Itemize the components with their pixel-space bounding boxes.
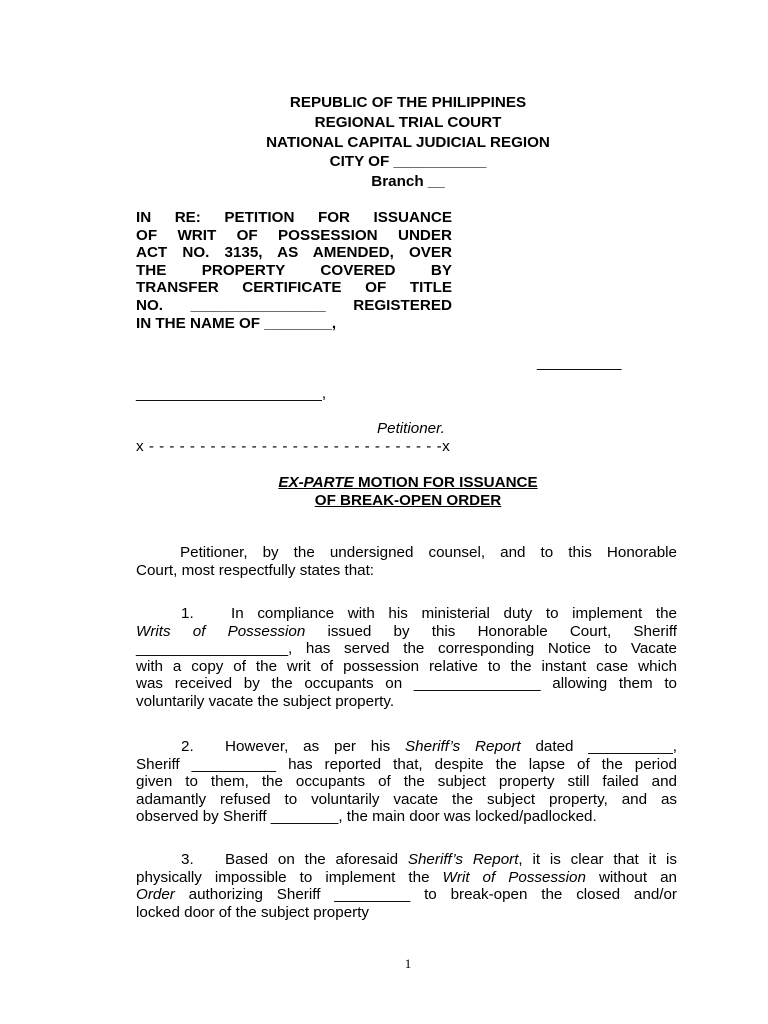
header-region: NATIONAL CAPITAL JUDICIAL REGION bbox=[266, 133, 550, 151]
motion-title-line1: EX-PARTE MOTION FOR ISSUANCE bbox=[278, 474, 538, 491]
petitioner-name-blank: ______________________, bbox=[136, 385, 327, 402]
paragraph-2: 2. However, as per his Sheriff’s Report dated __________, Sheriff __________ has reported that, despite the lapse of the period given to them, the occupants of the subject property still failed and adamantly refused to voluntarily vacate the subject property, and as observed by Sheriff ________, the main door was locked/padlocked. bbox=[136, 738, 677, 826]
case-caption bbox=[136, 209, 452, 332]
caption-line: NO. ________________ REGISTERED bbox=[136, 296, 452, 314]
paragraph-3: 3. Based on the aforesaid Sheriff’s Report, it is clear that it is physically impossible to implement the Writ of Possession without an Order authorizing Sheriff _________ to break-open the closed and/or locked door of the subject property bbox=[136, 851, 677, 921]
paragraph-1: 1. In compliance with his ministerial duty to implement the Writs of Possession issued by this Honorable Court, Sheriff __________________, has served the corresponding Notice to Vacate with a copy of the writ of possession relative to the instant case which was received by the occupants on _______________ allowing them to voluntarily vacate the subject property. bbox=[136, 605, 677, 710]
caption-line: IN RE: PETITION FOR ISSUANCE bbox=[136, 209, 452, 226]
header-republic: REPUBLIC OF THE PHILIPPINES bbox=[289, 94, 527, 111]
header-city: CITY OF ___________ bbox=[329, 153, 487, 171]
motion-title bbox=[0, 474, 768, 509]
intro-paragraph: Petitioner, by the undersigned counsel, and to this Honorable Court, most respectfully states that: bbox=[136, 544, 677, 579]
caption-line: TRANSFER CERTIFICATE OF TITLE bbox=[136, 279, 452, 297]
ex-parte-text: EX-PARTE bbox=[278, 474, 354, 491]
caption-separator: x - - - - - - - - - - - - - - - - - - - - - - - - - - - - -x bbox=[136, 438, 451, 455]
caption-line: THE PROPERTY COVERED BY bbox=[136, 261, 452, 279]
header-court: REGIONAL TRIAL COURT bbox=[314, 113, 502, 131]
header-branch: Branch __ bbox=[371, 173, 445, 191]
petitioner-label: Petitioner. bbox=[377, 420, 445, 437]
page-number: 1 bbox=[404, 956, 412, 971]
caption-line: OF WRIT OF POSSESSION UNDER bbox=[136, 226, 452, 244]
court-header bbox=[0, 94, 768, 193]
motion-title-line2: OF BREAK-OPEN ORDER bbox=[314, 491, 502, 509]
caption-line: IN THE NAME OF ________, bbox=[136, 314, 337, 332]
caption-line: ACT NO. 3135, AS AMENDED, OVER bbox=[136, 244, 452, 262]
party-name-blank: __________ bbox=[537, 354, 622, 371]
